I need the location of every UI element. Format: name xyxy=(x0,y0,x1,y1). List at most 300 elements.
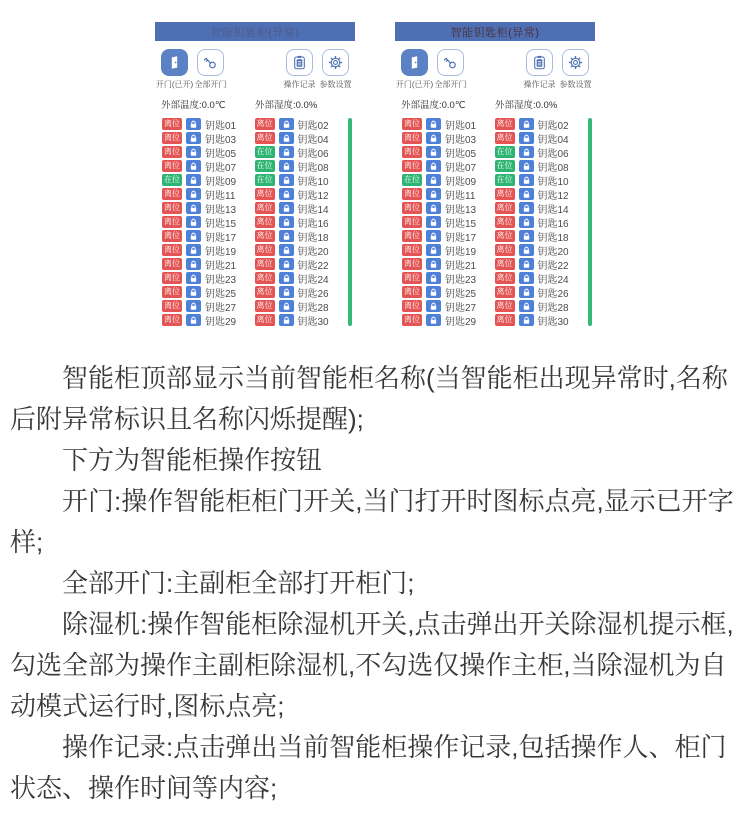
key-list-area xyxy=(155,116,355,326)
lock-icon[interactable] xyxy=(519,202,534,214)
lock-icon[interactable] xyxy=(279,216,294,228)
key-item xyxy=(402,188,487,200)
lock-icon[interactable] xyxy=(186,314,201,326)
key-status-badge: 离位 xyxy=(164,203,180,212)
door-open-button[interactable] xyxy=(401,49,428,76)
key-status-badge: 离位 xyxy=(256,273,273,282)
gear-icon xyxy=(327,54,344,71)
key-item xyxy=(162,188,247,200)
instruction-paragraph: 智能柜顶部显示当前智能柜名称(当智能柜出现异常时,名称后附异常标识且名称闪烁提醒); xyxy=(10,363,728,434)
key-status-badge: 离位 xyxy=(404,301,420,310)
key-status-badge: 离位 xyxy=(256,133,273,142)
key-status-badge: 离位 xyxy=(164,119,180,128)
key-label: 钥匙03 xyxy=(205,134,237,146)
key-label: 钥匙29 xyxy=(445,316,477,328)
key-item xyxy=(255,146,340,158)
key-grid xyxy=(395,118,595,326)
key-label: 钥匙01 xyxy=(205,120,237,132)
key-label: 钥匙11 xyxy=(445,190,476,202)
key-status-badge: 离位 xyxy=(256,203,273,212)
door-open-icon xyxy=(166,54,183,71)
key-item xyxy=(495,216,580,228)
key-label: 钥匙04 xyxy=(297,134,329,146)
key-status-badge: 在位 xyxy=(404,175,420,184)
key-status-badge: 离位 xyxy=(164,301,180,310)
key-status-badge: 离位 xyxy=(164,133,180,142)
key-item xyxy=(162,202,247,214)
lock-icon[interactable] xyxy=(426,244,441,256)
key-item xyxy=(255,230,340,242)
lock-icon[interactable] xyxy=(426,300,441,312)
key-status-badge: 在位 xyxy=(256,147,273,156)
key-status-badge: 离位 xyxy=(404,287,420,296)
lock-icon[interactable] xyxy=(186,216,201,228)
lock-icon[interactable] xyxy=(279,300,294,312)
key-status-badge: 离位 xyxy=(496,119,513,128)
key-label: 钥匙09 xyxy=(445,176,477,188)
key-icon xyxy=(442,54,459,71)
key-status-badge: 离位 xyxy=(256,217,273,226)
lock-icon[interactable] xyxy=(426,230,441,242)
key-label: 钥匙06 xyxy=(537,148,569,160)
lock-icon[interactable] xyxy=(519,244,534,256)
lock-icon[interactable] xyxy=(519,286,534,298)
lock-icon[interactable] xyxy=(186,272,201,284)
key-label: 钥匙29 xyxy=(205,316,237,328)
key-status-badge: 离位 xyxy=(496,231,513,240)
toolbar-item xyxy=(320,49,351,90)
environment-row xyxy=(155,90,355,116)
key-label: 钥匙28 xyxy=(537,302,569,314)
key-status-badge: 离位 xyxy=(404,273,420,282)
key-status-badge: 离位 xyxy=(256,189,273,198)
key-status-badge: 离位 xyxy=(404,259,420,268)
key-item xyxy=(255,132,340,144)
lock-icon[interactable] xyxy=(279,230,294,242)
toolbar-item xyxy=(435,49,466,90)
key-item xyxy=(255,244,340,256)
key-item xyxy=(495,314,580,326)
key-label: 钥匙07 xyxy=(205,162,237,174)
key-item xyxy=(162,314,247,326)
key-item xyxy=(162,244,247,256)
key-label: 钥匙14 xyxy=(297,204,329,216)
key-status-badge: 离位 xyxy=(164,189,180,198)
lock-icon[interactable] xyxy=(186,258,201,270)
lock-icon[interactable] xyxy=(186,188,201,200)
lock-icon[interactable] xyxy=(426,202,441,214)
key-icon xyxy=(202,54,219,71)
instruction-paragraph: 全部开门:主副柜全部打开柜门; xyxy=(62,568,415,598)
key-item xyxy=(495,286,580,298)
key-label: 钥匙26 xyxy=(297,288,329,300)
toolbar-item-label: 全部开门 xyxy=(194,80,227,89)
lock-icon[interactable] xyxy=(519,188,534,200)
door-open-icon xyxy=(406,54,423,71)
key-status-badge: 离位 xyxy=(404,217,420,226)
key-status-badge: 离位 xyxy=(164,315,180,324)
key-status-badge: 离位 xyxy=(256,259,273,268)
key-status-badge: 离位 xyxy=(256,231,273,240)
key-item xyxy=(255,160,340,172)
key-item xyxy=(402,286,487,298)
key-status-badge: 离位 xyxy=(496,287,513,296)
instruction-paragraph: 开门:操作智能柜柜门开关,当门打开时图标点亮,显示已开字样; xyxy=(10,486,734,557)
key-item xyxy=(162,146,247,158)
toolbar-item-label: 开门(已开) xyxy=(395,80,434,89)
lock-icon[interactable] xyxy=(186,244,201,256)
lock-icon[interactable] xyxy=(186,300,201,312)
key-item xyxy=(495,118,580,130)
key-status-badge: 离位 xyxy=(256,301,273,310)
key-status-badge: 离位 xyxy=(404,147,420,156)
key-status-badge: 离位 xyxy=(496,259,513,268)
lock-icon[interactable] xyxy=(426,118,441,130)
key-item xyxy=(162,160,247,172)
cabinet-toolbar xyxy=(395,41,595,90)
toolbar-item-label: 操作记录 xyxy=(283,80,316,89)
key-item xyxy=(255,314,340,326)
key-status-badge: 离位 xyxy=(164,273,180,282)
key-status-badge: 在位 xyxy=(496,175,513,184)
key-item xyxy=(402,160,487,172)
cabinet-title-bar xyxy=(155,22,355,41)
key-status-badge: 在位 xyxy=(496,147,513,156)
key-label: 钥匙20 xyxy=(297,246,329,258)
scrollbar[interactable] xyxy=(348,118,352,326)
lock-icon[interactable] xyxy=(426,286,441,298)
key-label: 钥匙19 xyxy=(445,246,477,258)
lock-icon[interactable] xyxy=(186,146,201,158)
key-item xyxy=(402,146,487,158)
key-label: 钥匙23 xyxy=(205,274,237,286)
key-item xyxy=(255,258,340,270)
scrollbar[interactable] xyxy=(588,118,592,326)
key-status-badge: 离位 xyxy=(404,231,420,240)
key-label: 钥匙22 xyxy=(297,260,329,272)
key-status-badge: 离位 xyxy=(404,133,420,142)
key-status-badge: 离位 xyxy=(404,245,420,254)
instructions-text xyxy=(0,358,750,809)
toolbar-item-label: 参数设置 xyxy=(319,80,352,89)
key-label: 钥匙21 xyxy=(205,260,237,272)
key-item xyxy=(495,188,580,200)
key-label: 钥匙19 xyxy=(205,246,237,258)
key-item xyxy=(255,286,340,298)
key-item xyxy=(255,272,340,284)
toolbar-item xyxy=(155,49,194,90)
key-item xyxy=(402,300,487,312)
gear-button[interactable] xyxy=(562,49,589,76)
key-label: 钥匙27 xyxy=(445,302,477,314)
key-label: 钥匙02 xyxy=(537,120,569,132)
key-label: 钥匙15 xyxy=(445,218,477,230)
lock-icon[interactable] xyxy=(519,230,534,242)
key-item xyxy=(402,244,487,256)
lock-icon[interactable] xyxy=(426,132,441,144)
cabinet-title: 智能钥匙柜(异常) xyxy=(450,26,540,39)
key-item xyxy=(495,132,580,144)
lock-icon[interactable] xyxy=(279,244,294,256)
key-label: 钥匙25 xyxy=(205,288,237,300)
key-label: 钥匙27 xyxy=(205,302,237,314)
key-item xyxy=(162,286,247,298)
lock-icon[interactable] xyxy=(186,160,201,172)
lock-icon[interactable] xyxy=(186,230,201,242)
key-label: 钥匙12 xyxy=(297,190,329,202)
lock-icon[interactable] xyxy=(279,258,294,270)
key-label: 钥匙05 xyxy=(205,148,237,160)
key-status-badge: 离位 xyxy=(256,119,273,128)
key-item xyxy=(402,272,487,284)
toolbar-item-label: 开门(已开) xyxy=(155,80,194,89)
key-label: 钥匙17 xyxy=(445,232,477,244)
key-label: 钥匙06 xyxy=(297,148,329,160)
lock-icon[interactable] xyxy=(279,160,294,172)
lock-icon[interactable] xyxy=(279,286,294,298)
toolbar-item xyxy=(524,49,555,90)
toolbar-item-label: 操作记录 xyxy=(523,80,556,89)
key-item xyxy=(255,202,340,214)
key-label: 钥匙22 xyxy=(537,260,569,272)
lock-icon[interactable] xyxy=(519,174,534,186)
key-item xyxy=(162,258,247,270)
lock-icon[interactable] xyxy=(279,118,294,130)
instruction-paragraph: 下方为智能柜操作按钮 xyxy=(62,445,323,475)
lock-icon[interactable] xyxy=(279,272,294,284)
key-status-badge: 离位 xyxy=(404,203,420,212)
gear-icon xyxy=(567,54,584,71)
key-status-badge: 离位 xyxy=(496,133,513,142)
key-item xyxy=(255,174,340,186)
lock-icon[interactable] xyxy=(279,314,294,326)
key-item xyxy=(402,314,487,326)
toolbar-item-label: 全部开门 xyxy=(434,80,467,89)
environment-row xyxy=(395,90,595,116)
key-label: 钥匙18 xyxy=(537,232,569,244)
key-label: 钥匙01 xyxy=(445,120,477,132)
cabinet-toolbar xyxy=(155,41,355,90)
lock-icon[interactable] xyxy=(426,146,441,158)
key-status-badge: 在位 xyxy=(164,175,180,184)
key-item xyxy=(162,118,247,130)
key-item xyxy=(495,174,580,186)
key-label: 钥匙05 xyxy=(445,148,477,160)
key-label: 钥匙28 xyxy=(297,302,329,314)
door-open-button[interactable] xyxy=(161,49,188,76)
key-item xyxy=(495,230,580,242)
key-label: 钥匙14 xyxy=(537,204,569,216)
key-label: 钥匙16 xyxy=(297,218,329,230)
lock-icon[interactable] xyxy=(426,272,441,284)
key-item xyxy=(495,272,580,284)
key-status-badge: 离位 xyxy=(404,315,420,324)
key-item xyxy=(255,188,340,200)
lock-icon[interactable] xyxy=(519,160,534,172)
key-item xyxy=(495,300,580,312)
key-item xyxy=(495,244,580,256)
key-label: 钥匙07 xyxy=(445,162,477,174)
key-item xyxy=(495,202,580,214)
key-status-badge: 离位 xyxy=(256,287,273,296)
lock-icon[interactable] xyxy=(426,160,441,172)
lock-icon[interactable] xyxy=(519,314,534,326)
key-item xyxy=(495,146,580,158)
key-label: 钥匙26 xyxy=(537,288,569,300)
key-label: 钥匙12 xyxy=(537,190,569,202)
lock-icon[interactable] xyxy=(519,272,534,284)
key-item xyxy=(402,132,487,144)
clipboard-icon xyxy=(291,54,308,71)
key-item xyxy=(255,216,340,228)
key-label: 钥匙03 xyxy=(445,134,477,146)
cabinet-title-bar xyxy=(395,22,595,41)
toolbar-item xyxy=(284,49,315,90)
gear-button[interactable] xyxy=(322,49,349,76)
key-label: 钥匙30 xyxy=(297,316,329,328)
toolbar-item xyxy=(195,49,226,90)
instruction-paragraph: 除湿机:操作智能柜除湿机开关,点击弹出开关除湿机提示框,勾选全部为操作主副柜除湿机,不勾选仅操作主柜,当除湿机为自动模式运行时,图标点亮; xyxy=(10,609,734,721)
key-button[interactable] xyxy=(437,49,464,76)
lock-icon[interactable] xyxy=(519,146,534,158)
lock-icon[interactable] xyxy=(426,188,441,200)
lock-icon[interactable] xyxy=(186,174,201,186)
lock-icon[interactable] xyxy=(186,118,201,130)
external-temperature: 外部温度:0.0℃ xyxy=(401,100,466,111)
key-status-badge: 离位 xyxy=(496,203,513,212)
key-status-badge: 离位 xyxy=(164,231,180,240)
key-item xyxy=(495,160,580,172)
key-status-badge: 离位 xyxy=(496,217,513,226)
key-status-badge: 离位 xyxy=(404,119,420,128)
key-status-badge: 离位 xyxy=(496,245,513,254)
external-humidity: 外部湿度:0.0% xyxy=(495,100,558,111)
cabinet-title: 智能钥匙柜(异常) xyxy=(210,26,300,39)
key-item xyxy=(402,230,487,242)
key-status-badge: 离位 xyxy=(496,273,513,282)
lock-icon[interactable] xyxy=(426,258,441,270)
lock-icon[interactable] xyxy=(279,202,294,214)
key-status-badge: 离位 xyxy=(256,315,273,324)
key-label: 钥匙24 xyxy=(297,274,329,286)
key-label: 钥匙13 xyxy=(445,204,477,216)
lock-icon[interactable] xyxy=(186,132,201,144)
clipboard-icon xyxy=(531,54,548,71)
key-label: 钥匙24 xyxy=(537,274,569,286)
clipboard-button[interactable] xyxy=(286,49,313,76)
lock-icon[interactable] xyxy=(426,174,441,186)
key-label: 钥匙08 xyxy=(297,162,329,174)
lock-icon[interactable] xyxy=(279,132,294,144)
lock-icon[interactable] xyxy=(279,174,294,186)
key-label: 钥匙15 xyxy=(205,218,237,230)
key-label: 钥匙08 xyxy=(537,162,569,174)
lock-icon[interactable] xyxy=(279,188,294,200)
lock-icon[interactable] xyxy=(519,216,534,228)
key-item xyxy=(402,174,487,186)
key-status-badge: 离位 xyxy=(164,161,180,170)
key-button[interactable] xyxy=(197,49,224,76)
key-label: 钥匙09 xyxy=(205,176,237,188)
lock-icon[interactable] xyxy=(519,118,534,130)
key-label: 钥匙20 xyxy=(537,246,569,258)
cabinet-panel xyxy=(395,22,595,326)
key-label: 钥匙10 xyxy=(297,176,329,188)
toolbar-item-label: 参数设置 xyxy=(559,80,592,89)
key-status-badge: 离位 xyxy=(496,301,513,310)
key-status-badge: 离位 xyxy=(256,245,273,254)
lock-icon[interactable] xyxy=(186,202,201,214)
key-item xyxy=(495,258,580,270)
key-status-badge: 离位 xyxy=(164,245,180,254)
key-label: 钥匙23 xyxy=(445,274,477,286)
key-label: 钥匙04 xyxy=(537,134,569,146)
key-status-badge: 在位 xyxy=(496,161,513,170)
key-label: 钥匙18 xyxy=(297,232,329,244)
key-status-badge: 在位 xyxy=(256,161,273,170)
lock-icon[interactable] xyxy=(279,146,294,158)
key-status-badge: 离位 xyxy=(164,217,180,226)
lock-icon[interactable] xyxy=(426,216,441,228)
key-item xyxy=(402,118,487,130)
key-status-badge: 离位 xyxy=(164,147,180,156)
key-item xyxy=(255,300,340,312)
key-item xyxy=(162,132,247,144)
key-status-badge: 离位 xyxy=(404,189,420,198)
cabinet-panel xyxy=(155,22,355,326)
lock-icon[interactable] xyxy=(519,132,534,144)
external-temperature: 外部温度:0.0℃ xyxy=(161,100,226,111)
key-grid xyxy=(155,118,355,326)
key-item xyxy=(402,258,487,270)
cabinet-panels-row xyxy=(0,0,750,326)
key-status-badge: 离位 xyxy=(496,189,513,198)
key-label: 钥匙10 xyxy=(537,176,569,188)
lock-icon[interactable] xyxy=(186,286,201,298)
toolbar-item xyxy=(560,49,591,90)
key-label: 钥匙13 xyxy=(205,204,237,216)
lock-icon[interactable] xyxy=(519,300,534,312)
toolbar-item xyxy=(395,49,434,90)
key-item xyxy=(162,300,247,312)
key-item xyxy=(162,174,247,186)
key-label: 钥匙25 xyxy=(445,288,477,300)
key-status-badge: 离位 xyxy=(164,287,180,296)
key-status-badge: 离位 xyxy=(496,315,513,324)
key-list-area xyxy=(395,116,595,326)
key-label: 钥匙30 xyxy=(537,316,569,328)
key-label: 钥匙11 xyxy=(205,190,236,202)
key-status-badge: 离位 xyxy=(404,161,420,170)
key-item xyxy=(255,118,340,130)
key-status-badge: 离位 xyxy=(164,259,180,268)
clipboard-button[interactable] xyxy=(526,49,553,76)
key-item xyxy=(162,230,247,242)
key-item xyxy=(162,272,247,284)
lock-icon[interactable] xyxy=(519,258,534,270)
key-item xyxy=(162,216,247,228)
key-label: 钥匙16 xyxy=(537,218,569,230)
key-item xyxy=(402,202,487,214)
external-humidity: 外部湿度:0.0% xyxy=(255,100,318,111)
key-item xyxy=(402,216,487,228)
instruction-paragraph: 操作记录:点击弹出当前智能柜操作记录,包括操作人、柜门状态、操作时间等内容; xyxy=(10,732,727,803)
key-label: 钥匙21 xyxy=(445,260,477,272)
key-status-badge: 在位 xyxy=(256,175,273,184)
lock-icon[interactable] xyxy=(426,314,441,326)
key-label: 钥匙17 xyxy=(205,232,237,244)
key-label: 钥匙02 xyxy=(297,120,329,132)
